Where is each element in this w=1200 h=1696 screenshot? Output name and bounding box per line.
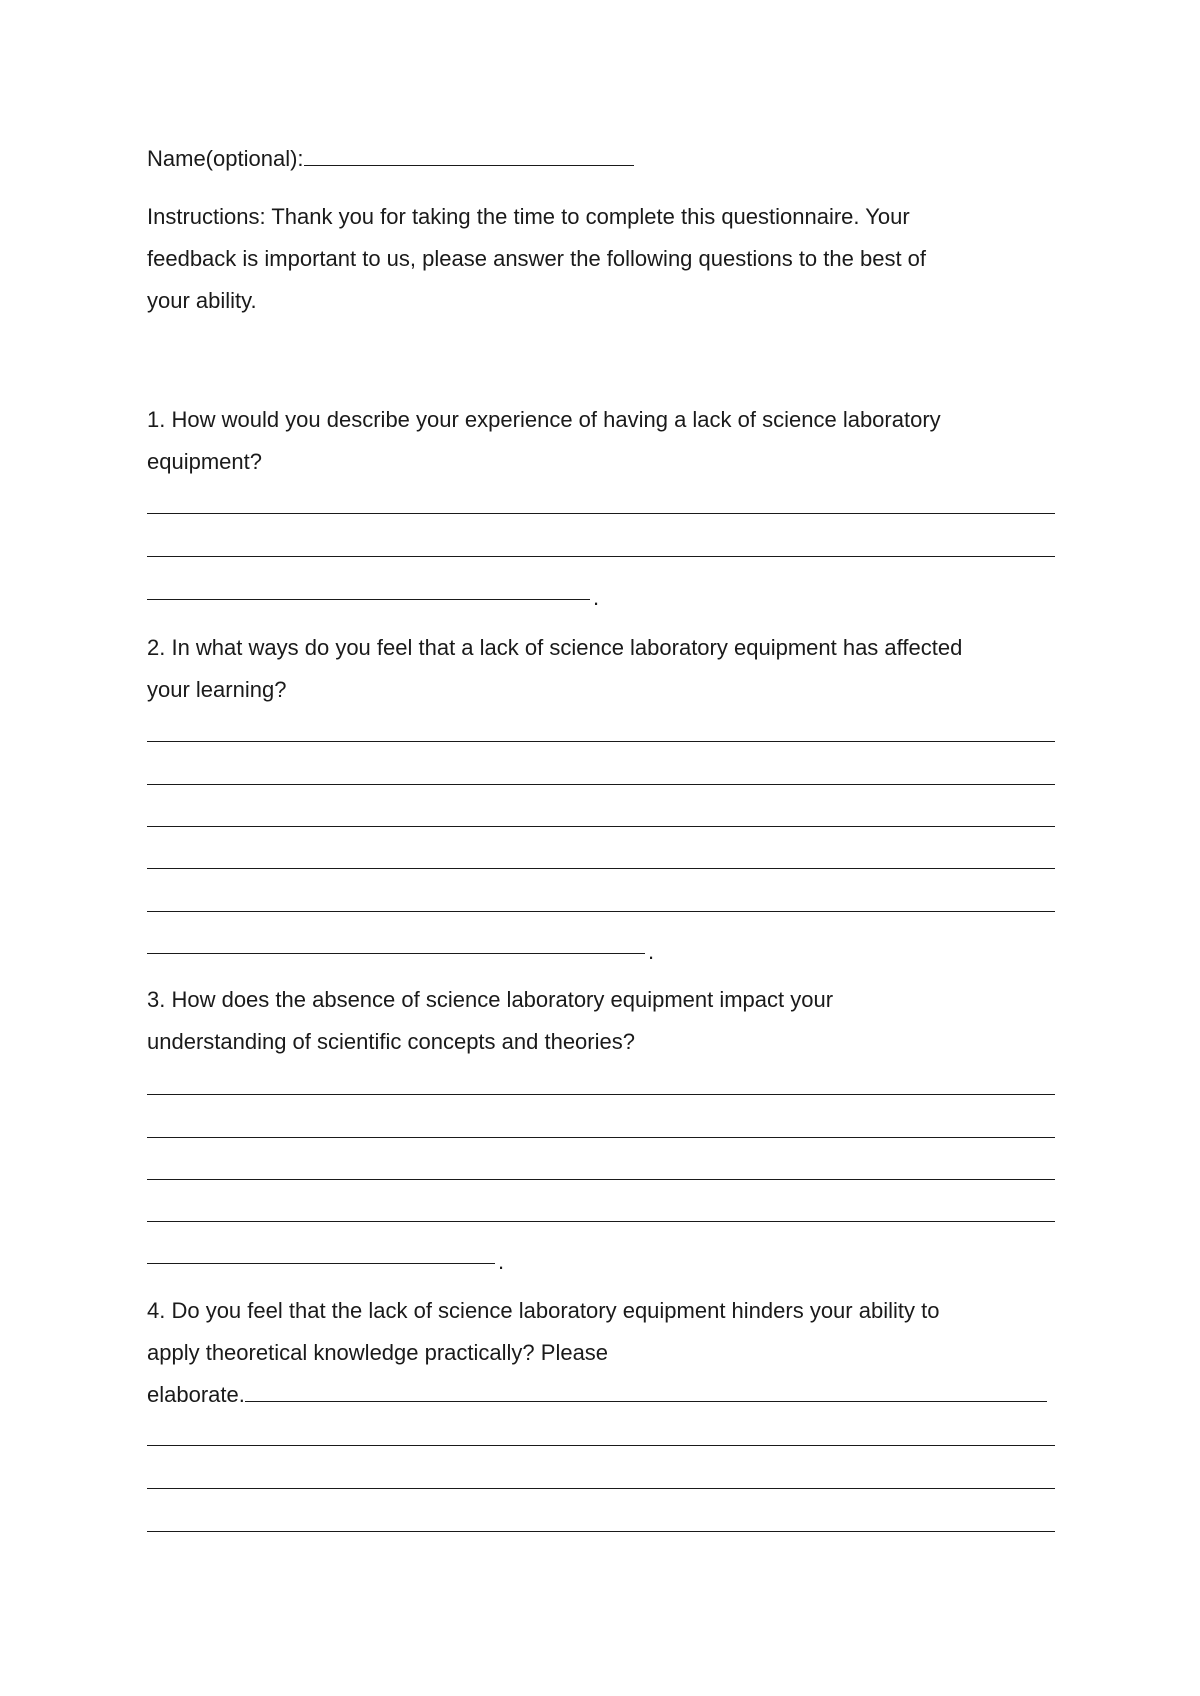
answer-line[interactable] [147, 868, 1055, 869]
question-3-end-mark: . [498, 1249, 505, 1274]
answer-line[interactable] [147, 911, 1055, 912]
answer-line[interactable] [245, 1400, 1047, 1402]
name-field-row [147, 138, 634, 180]
name-label: Name(optional): [147, 146, 304, 171]
answer-line[interactable] [147, 1263, 495, 1264]
question-2-text-line-2: your learning? [147, 677, 287, 702]
answer-line[interactable] [147, 513, 1055, 514]
answer-line[interactable] [147, 953, 645, 954]
answer-line[interactable] [147, 741, 1055, 742]
answer-line[interactable] [147, 1221, 1055, 1222]
question-3-text-line-1: 3. How does the absence of science laboratory equipment impact your [147, 987, 834, 1012]
answer-line[interactable] [147, 1531, 1055, 1532]
instructions-line-3: your ability. [147, 288, 257, 313]
question-1-text-line-2: equipment? [147, 449, 262, 474]
answer-line[interactable] [147, 1179, 1055, 1180]
question-1-end-mark: . [593, 585, 600, 610]
question-2-text-line-1: 2. In what ways do you feel that a lack of science laboratory equipment has affected [147, 635, 963, 660]
question-4-elaborate-label: elaborate. [147, 1382, 245, 1407]
question-4-text-line-3 [147, 1374, 1055, 1416]
question-4-text-line-2: apply theoretical knowledge practically? Please [147, 1340, 609, 1365]
answer-line[interactable] [147, 556, 1055, 557]
answer-line[interactable] [147, 1445, 1055, 1446]
answer-line[interactable] [147, 826, 1055, 827]
question-4-text-line-1: 4. Do you feel that the lack of science laboratory equipment hinders your ability to [147, 1298, 940, 1323]
answer-line[interactable] [147, 784, 1055, 785]
instructions-line-1: Instructions: Thank you for taking the time to complete this questionnaire. Your [147, 204, 910, 229]
answer-line[interactable] [147, 599, 590, 600]
name-input-line[interactable] [304, 164, 634, 166]
question-1-text-line-1: 1. How would you describe your experience of having a lack of science laboratory [147, 407, 941, 432]
answer-line[interactable] [147, 1094, 1055, 1095]
question-3-text-line-2: understanding of scientific concepts and theories? [147, 1029, 635, 1054]
answer-line[interactable] [147, 1137, 1055, 1138]
question-2-end-mark: . [648, 939, 655, 964]
answer-line[interactable] [147, 1488, 1055, 1489]
instructions-line-2: feedback is important to us, please answer the following questions to the best of [147, 246, 927, 271]
